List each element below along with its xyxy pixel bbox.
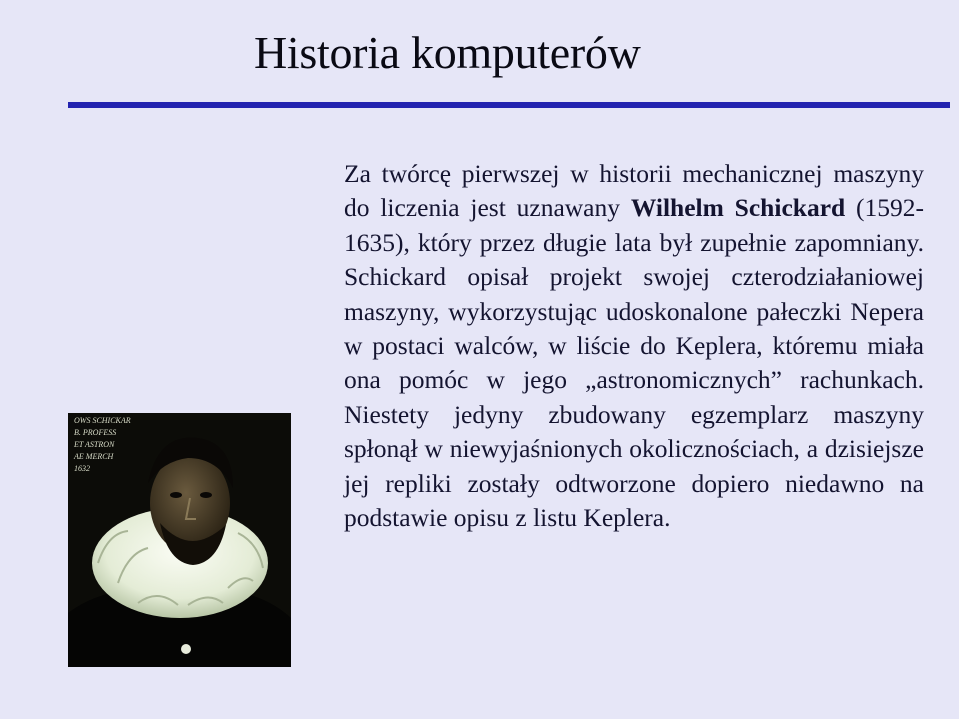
inscription-line-5: 1632: [74, 464, 90, 473]
portrait-image: [68, 413, 291, 667]
inscription-line-1: OWS SCHICKAR: [74, 416, 131, 425]
body-paragraph: [344, 157, 924, 535]
schickard-portrait: [68, 413, 291, 667]
inscription-line-3: ET ASTRON: [74, 440, 115, 449]
title-divider: [68, 102, 950, 108]
inscription-line-2: B. PROFESS: [74, 428, 117, 437]
inventor-name: Wilhelm Schickard: [630, 193, 846, 223]
body-text-part-2: (1592-1635), który przez długie lata był zupełnie zapomniany. Schickard opisał projekt swojej czterodziałaniowej maszyny, wykorzystując udoskonalone pałeczki Nepera w postaci walców, w liście do Keplera, któremu miała ona pomóc w jego „astronomicznych” rachunkach. Niestety jedyny zbudowany egzemplarz maszyny spłonął w niewyjaśnionych okolicznościach, a dzisiejsze jej repliki zostały odtworzone dopiero niedawno na podstawie opisu z listu Keplera.: [344, 193, 925, 533]
body-text-part-1: Za twórcę pierwszej w historii mechanicznej maszyny do liczenia jest uznawany: [344, 159, 924, 223]
inscription-line-4: AE MERCH: [74, 452, 114, 461]
slide-title: Historia komputerów: [254, 27, 641, 78]
